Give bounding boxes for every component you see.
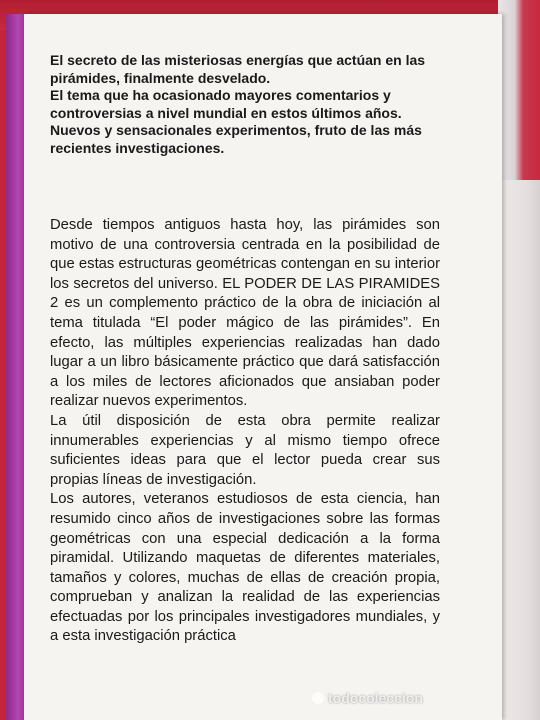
intro-paragraph: El secreto de las misteriosas energías que actúan en las pirámides, finalmente desvelado.	[50, 52, 426, 86]
watermark-text: todocoleccion	[328, 690, 423, 706]
background-right-lower	[498, 180, 540, 720]
intro-block	[50, 52, 440, 157]
body-paragraph: Desde tiempos antiguos hasta hoy, las pirámides son motivo de una controversia centrada en la posibilidad de que estas estructuras geométricas contengan en su interior los secretos del universo. EL PODER DE LAS PIRAMIDES 2 es un complemento práctico de la obra de iniciación al tema titulada “El poder mágico de las pirámides”. En efecto, las múltiples experiencias realizadas han dado lugar a un libro básicamente práctico que dará satisfacción a los miles de lectores aficionados que ansiaban poder realizar nuevos experimentos.	[50, 217, 440, 410]
intro-paragraph: Nuevos y sensacionales experimentos, fruto de las más recientes investigaciones.	[50, 122, 422, 156]
body-paragraph: Los autores, veteranos estudiosos de esta ciencia, han resumido cinco años de investigaciones sobre las formas geométricas con una especial dedicación a la forma piramidal. Utilizando maquetas de diferentes materiales, tamaños y colores, muchas de ellas de creación propia, comprueban y analizan la realidad de las experiencias efectuadas por los principales investigadores mundiales, y a esta investigación práctica	[50, 491, 440, 645]
intro-paragraph: El tema que ha ocasionado mayores comentarios y controversias a nivel mundial en estos últimos años.	[50, 87, 402, 121]
body-text	[50, 216, 440, 647]
watermark-logo-icon	[312, 692, 324, 704]
book-spine	[6, 14, 26, 720]
watermark	[312, 690, 423, 706]
body-paragraph: La útil disposición de esta obra permite realizar innumerables experiencias y al mismo tiempo ofrece suficientes ideas para que el lector pueda crear sus propias líneas de investigación.	[50, 412, 440, 488]
